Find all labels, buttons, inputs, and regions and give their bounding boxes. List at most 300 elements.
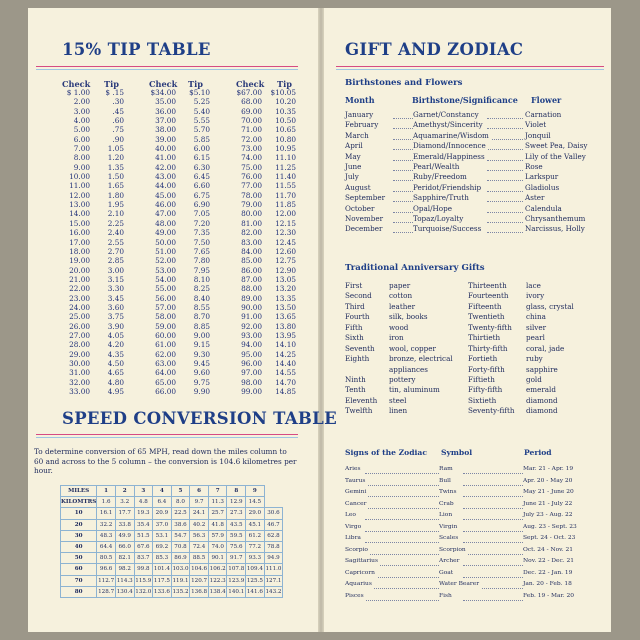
miles-cell: 20	[61, 519, 97, 530]
km-value-cell: 30.6	[264, 508, 283, 519]
header-cell: 8	[227, 486, 246, 497]
anniversary-gift: silk, books	[389, 312, 428, 322]
tip-column-2	[150, 88, 210, 396]
check-amount: 22.00	[69, 284, 90, 294]
anniversary-year: Thirtieth	[468, 333, 501, 343]
speed-row	[61, 564, 283, 575]
leader-dots	[393, 154, 413, 161]
zodiac-symbol: Archer	[439, 556, 461, 568]
km-value-cell: 80.5	[97, 553, 116, 564]
leader-dots	[365, 582, 439, 589]
tip-row	[236, 107, 296, 116]
tip-row	[64, 172, 124, 181]
tip-row	[150, 125, 210, 134]
leader-dots	[393, 143, 413, 150]
check-amount: 57.00	[155, 302, 176, 312]
tip-amount: 6.90	[193, 200, 210, 210]
km-value-cell: 46.7	[264, 519, 283, 530]
km-value-cell: 114.3	[115, 575, 134, 586]
anniversary-heading: Traditional Anniversary Gifts	[345, 263, 485, 273]
tip-row	[236, 284, 296, 293]
tip-row	[64, 275, 124, 284]
check-amount: 43.00	[155, 172, 176, 182]
tip-amount: 5.70	[193, 125, 210, 135]
km-value-cell: 138.4	[208, 586, 227, 597]
header-cell: 9	[246, 486, 265, 497]
tip-row	[236, 88, 296, 97]
zodiac-symbol: Water Bearer	[439, 579, 481, 591]
leader-dots	[393, 206, 413, 213]
tip-amount: 1.95	[107, 200, 124, 210]
km-value-cell: 70.8	[171, 541, 190, 552]
check-amount: 64.00	[155, 368, 176, 378]
km-value-cell: 66.0	[115, 541, 134, 552]
check-amount: 28.00	[69, 340, 90, 350]
zodiac-period: Feb. 19 - Mar. 20	[523, 592, 574, 599]
km-cell: 12.9	[227, 497, 246, 508]
km-value-cell: 22.5	[171, 508, 190, 519]
zodiac-sign: Gemini	[345, 487, 368, 499]
check-amount: 87.00	[241, 274, 262, 284]
anniversary-row	[345, 406, 603, 416]
tip-amount: 9.60	[193, 368, 210, 378]
zodiac-row	[345, 476, 603, 488]
check-amount: 61.00	[155, 340, 176, 350]
zodiac-symbol: Scorpion	[439, 545, 468, 557]
leader-dots	[487, 174, 523, 181]
flower-column-header: Flower	[531, 95, 562, 105]
check-amount: 13.00	[69, 200, 90, 210]
month-name: August	[345, 182, 371, 192]
tip-row	[64, 144, 124, 153]
leader-dots	[463, 502, 523, 509]
month-name: April	[345, 141, 363, 151]
birthstone-name: Garnet/Constancy	[413, 110, 479, 119]
check-amount: 32.00	[69, 377, 90, 387]
km-cell: 14.5	[246, 497, 265, 508]
anniversary-row	[345, 291, 603, 301]
anniversary-year: Forty-fifth	[468, 364, 505, 374]
tip-amount: 11.55	[275, 181, 296, 191]
anniversary-row	[345, 354, 603, 364]
tip-row	[150, 88, 210, 97]
tip-row	[150, 107, 210, 116]
check-amount: 25.00	[69, 312, 90, 322]
km-cell: 1.6	[97, 497, 116, 508]
flower-name: Gladiolus	[525, 182, 560, 192]
tip-row	[64, 135, 124, 144]
check-amount: 50.00	[155, 237, 176, 247]
check-amount: 47.00	[155, 209, 176, 219]
km-value-cell: 62.8	[264, 530, 283, 541]
tip-row	[150, 228, 210, 237]
zodiac-sign: Taurus	[345, 476, 367, 488]
km-value-cell: 20.9	[153, 508, 172, 519]
check-amount: 27.00	[69, 330, 90, 340]
period-column-header: Period	[524, 448, 552, 457]
check-amount: 60.00	[155, 330, 176, 340]
flower-name: Violet	[525, 120, 547, 130]
speed-title-rule	[36, 434, 298, 435]
tip-row	[150, 247, 210, 256]
km-value-cell: 90.1	[208, 553, 227, 564]
tip-amount: 14.85	[275, 387, 296, 396]
km-value-cell: 132.0	[134, 586, 153, 597]
leader-dots	[487, 143, 523, 150]
km-value-cell: 111.0	[264, 564, 283, 575]
anniversary-row	[345, 365, 603, 375]
gift-zodiac-title: GIFT AND ZODIAC	[345, 40, 524, 59]
km-value-cell: 48.3	[97, 530, 116, 541]
leader-dots	[365, 525, 439, 532]
tip-amount: 6.00	[193, 144, 210, 154]
tip-amount: 4.80	[107, 377, 124, 387]
check-amount: 63.00	[155, 358, 176, 368]
check-amount: 84.00	[241, 246, 262, 256]
tip-amount: $ .15	[105, 88, 124, 97]
tip-amount: 12.45	[275, 237, 296, 247]
tip-row	[150, 303, 210, 312]
tip-row	[64, 266, 124, 275]
tip-amount: 5.85	[193, 134, 210, 144]
zodiac-sign: Scorpio	[345, 545, 370, 557]
check-amount: 62.00	[155, 349, 176, 359]
tip-amount: 7.80	[193, 256, 210, 266]
tip-row	[64, 97, 124, 106]
zodiac-sign: Capricorn	[345, 568, 377, 580]
tip-amount: 2.40	[107, 228, 124, 238]
leader-dots	[487, 164, 523, 171]
check-amount: 74.00	[241, 153, 262, 163]
tip-row	[236, 256, 296, 265]
check-amount: 17.00	[69, 237, 90, 247]
km-value-cell: 57.9	[208, 530, 227, 541]
km-value-cell: 17.7	[115, 508, 134, 519]
tip-row	[150, 284, 210, 293]
month-name: October	[345, 203, 375, 213]
tip-row	[64, 181, 124, 190]
zodiac-period: Aug. 23 - Sept. 23	[523, 523, 577, 530]
zodiac-list	[345, 464, 603, 602]
zodiac-row	[345, 522, 603, 534]
km-value-cell: 27.3	[227, 508, 246, 519]
km-value-cell: 43.5	[227, 519, 246, 530]
anniversary-gift: silver	[526, 322, 547, 332]
tip-row	[236, 378, 296, 387]
leader-dots	[365, 536, 439, 543]
check-amount: 36.00	[155, 106, 176, 116]
tip-row	[64, 387, 124, 396]
tip-amount: 2.85	[107, 256, 124, 266]
tip-amount: 11.85	[275, 200, 296, 210]
km-value-cell: 106.2	[208, 564, 227, 575]
zodiac-period: July 23 - Aug. 22	[523, 512, 573, 518]
km-value-cell: 24.1	[190, 508, 209, 519]
check-amount: 49.00	[155, 228, 176, 238]
tip-row	[64, 191, 124, 200]
leader-dots	[393, 133, 413, 140]
tip-amount: 2.10	[107, 209, 124, 219]
zodiac-symbol: Virgin	[439, 522, 459, 534]
km-value-cell: 72.4	[190, 541, 209, 552]
km-value-cell: 130.4	[115, 586, 134, 597]
leader-dots	[365, 513, 439, 520]
zodiac-sign: Aries	[345, 464, 362, 476]
tip-row	[64, 340, 124, 349]
tip-row	[150, 144, 210, 153]
tip-row	[150, 387, 210, 396]
check-amount: 78.00	[241, 190, 262, 200]
month-name: November	[345, 213, 384, 223]
tip-row	[150, 266, 210, 275]
tip-amount: 2.55	[107, 237, 124, 247]
check-amount: 90.00	[241, 302, 262, 312]
anniversary-row	[345, 281, 603, 291]
tip-row	[236, 163, 296, 172]
check-amount: 38.00	[155, 125, 176, 135]
anniversary-year: Fifty-fifth	[468, 385, 503, 395]
check-amount: 19.00	[69, 256, 90, 266]
tip-amount: 3.00	[107, 265, 124, 275]
tip-row	[64, 378, 124, 387]
tip-amount: 4.20	[107, 340, 124, 350]
tip-amount: 4.50	[107, 358, 124, 368]
check-amount: 91.00	[241, 312, 262, 322]
anniversary-gift: glass, crystal	[526, 301, 574, 311]
check-amount: 75.00	[241, 162, 262, 172]
birthstone-row	[345, 172, 603, 182]
check-amount: 56.00	[155, 293, 176, 303]
flower-name: Carnation	[525, 110, 562, 119]
zodiac-row	[345, 591, 603, 603]
tip-row	[150, 163, 210, 172]
tip-row	[150, 294, 210, 303]
km-value-cell: 67.6	[134, 541, 153, 552]
tip-row	[236, 219, 296, 228]
check-amount: 95.00	[241, 349, 262, 359]
birthstone-name: Sapphire/Truth	[413, 193, 469, 203]
tip-amount: 4.05	[107, 330, 124, 340]
tip-amount: 6.30	[193, 162, 210, 172]
anniversary-gift: wood	[389, 322, 409, 332]
check-amount: 59.00	[155, 321, 176, 331]
anniversary-year: Thirteenth	[468, 281, 507, 290]
leader-dots	[393, 112, 413, 119]
speed-row	[61, 586, 283, 597]
km-value-cell: 37.0	[153, 519, 172, 530]
tip-amount: 6.60	[193, 181, 210, 191]
tip-title-rule	[36, 66, 298, 67]
km-value-cell: 103.0	[171, 564, 190, 575]
tip-amount: 1.50	[107, 172, 124, 182]
tip-row	[236, 266, 296, 275]
birthstone-name: Peridot/Friendship	[413, 182, 482, 192]
tip-row	[236, 153, 296, 162]
km-value-cell: 32.2	[97, 519, 116, 530]
zodiac-sign: Cancer	[345, 499, 368, 511]
anniversary-year: Fifteenth	[468, 301, 502, 311]
book-gutter	[318, 8, 324, 632]
check-amount: 31.00	[69, 368, 90, 378]
tip-amount: 12.30	[275, 228, 296, 238]
tip-row	[236, 368, 296, 377]
check-amount: 77.00	[241, 181, 262, 191]
check-amount: 41.00	[155, 153, 176, 163]
zodiac-sign: Leo	[345, 510, 358, 522]
tip-row	[150, 191, 210, 200]
check-amount: 48.00	[155, 218, 176, 228]
anniversary-gift: diamond	[526, 406, 558, 416]
km-value-cell: 141.6	[246, 586, 265, 597]
check-amount: 80.00	[241, 209, 262, 219]
leader-dots	[365, 548, 439, 555]
flower-name: Chrysanthemum	[525, 213, 586, 223]
tip-amount: 3.60	[107, 302, 124, 312]
km-value-cell: 54.7	[171, 530, 190, 541]
month-name: June	[345, 161, 362, 171]
tip-amount: 14.55	[275, 368, 296, 378]
km-value-cell: 104.6	[190, 564, 209, 575]
leader-dots	[487, 226, 523, 233]
km-value-cell: 40.2	[190, 519, 209, 530]
check-amount: 66.00	[155, 387, 176, 396]
km-value-cell: 85.3	[153, 553, 172, 564]
km-value-cell: 98.2	[115, 564, 134, 575]
leader-dots	[393, 174, 413, 181]
flower-name: Aster	[525, 193, 545, 203]
zodiac-row	[345, 556, 603, 568]
tip-col3-tip-header: Tip	[277, 79, 292, 89]
anniversary-year: First	[345, 281, 363, 290]
leader-dots	[365, 594, 439, 601]
km-value-cell: 127.1	[264, 575, 283, 586]
tip-row	[64, 163, 124, 172]
tip-col2-tip-header: Tip	[188, 79, 203, 89]
anniversary-year: Twenty-fifth	[468, 322, 512, 332]
speed-row	[61, 575, 283, 586]
birthstone-name: Opal/Hope	[413, 203, 452, 213]
tip-amount: .30	[112, 97, 124, 107]
anniversary-list	[345, 281, 603, 417]
check-amount: 79.00	[241, 200, 262, 210]
flower-name: Lily of the Valley	[525, 151, 586, 161]
tip-row	[64, 256, 124, 265]
tip-amount: 6.75	[193, 190, 210, 200]
tip-amount: 1.35	[107, 162, 124, 172]
tip-amount: 4.65	[107, 368, 124, 378]
speed-conversion-table	[60, 485, 283, 598]
tip-amount: 2.70	[107, 246, 124, 256]
miles-cell: 10	[61, 508, 97, 519]
km-cell: 4.8	[134, 497, 153, 508]
tip-row	[150, 153, 210, 162]
km-value-cell: 143.2	[264, 586, 283, 597]
check-amount: 96.00	[241, 358, 262, 368]
tip-amount: 10.95	[275, 144, 296, 154]
tip-amount: 13.20	[275, 284, 296, 294]
tip-amount: 9.15	[193, 340, 210, 350]
header-cell: 7	[208, 486, 227, 497]
zodiac-symbol: Ram	[439, 464, 455, 476]
tip-row	[236, 200, 296, 209]
tip-col1-tip-header: Tip	[104, 79, 119, 89]
tip-amount: 5.25	[193, 97, 210, 107]
check-amount: 92.00	[241, 321, 262, 331]
tip-amount: 9.75	[193, 377, 210, 387]
birthstone-row	[345, 193, 603, 203]
leader-dots	[393, 185, 413, 192]
birthstone-row	[345, 224, 603, 234]
check-amount: 51.00	[155, 246, 176, 256]
anniversary-year: Sixtieth	[468, 395, 497, 405]
anniversary-gift: diamond	[526, 395, 558, 405]
tip-amount: 6.45	[193, 172, 210, 182]
km-value-cell: 96.6	[97, 564, 116, 575]
anniversary-gift: pottery	[389, 374, 416, 384]
km-value-cell: 136.8	[190, 586, 209, 597]
check-amount: 18.00	[69, 246, 90, 256]
flower-name: Narcissus, Holly	[525, 224, 585, 234]
anniversary-gift: ruby	[526, 354, 543, 364]
leader-dots	[487, 195, 523, 202]
miles-cell: 50	[61, 553, 97, 564]
check-amount: $67.00	[236, 88, 262, 97]
anniversary-year: Second	[345, 291, 372, 301]
anniversary-gift: leather	[389, 301, 416, 311]
km-value-cell: 77.2	[246, 541, 265, 552]
month-name: September	[345, 193, 386, 203]
leader-dots	[393, 226, 413, 233]
km-value-cell: 86.9	[171, 553, 190, 564]
birthstones-list	[345, 110, 603, 235]
tip-row	[64, 238, 124, 247]
km-value-cell: 29.0	[246, 508, 265, 519]
flower-name: Larkspur	[525, 172, 559, 182]
leader-dots	[463, 548, 523, 555]
tip-amount: 4.95	[107, 387, 124, 396]
header-cell: 1	[97, 486, 116, 497]
km-value-cell: 125.5	[246, 575, 265, 586]
birthstone-row	[345, 152, 603, 162]
tip-row	[150, 135, 210, 144]
zodiac-symbol: Crab	[439, 499, 456, 511]
zodiac-row	[345, 487, 603, 499]
zodiac-period: Oct. 24 - Nov. 21	[523, 546, 574, 553]
tip-table-title: 15% TIP TABLE	[62, 40, 211, 59]
miles-cell: 40	[61, 541, 97, 552]
symbol-column-header: Symbol	[441, 448, 473, 457]
tip-row	[64, 368, 124, 377]
leader-dots	[393, 195, 413, 202]
leader-dots	[365, 467, 439, 474]
flower-name: Calendula	[525, 203, 562, 213]
tip-col2-check-header: Check	[149, 79, 178, 89]
km-cell: 11.3	[208, 497, 227, 508]
zodiac-row	[345, 510, 603, 522]
birthstone-row	[345, 214, 603, 224]
tip-amount: 10.80	[275, 134, 296, 144]
tip-amount: 13.95	[275, 330, 296, 340]
leader-dots	[365, 479, 439, 486]
tip-amount: 7.20	[193, 218, 210, 228]
km-value-cell: 88.5	[190, 553, 209, 564]
leader-dots	[487, 216, 523, 223]
flower-name: Rose	[525, 161, 543, 171]
anniversary-year: Fourteenth	[468, 291, 509, 301]
zodiac-period: Mar. 21 - Apr. 19	[523, 466, 574, 472]
tip-row	[64, 228, 124, 237]
tip-row	[64, 350, 124, 359]
